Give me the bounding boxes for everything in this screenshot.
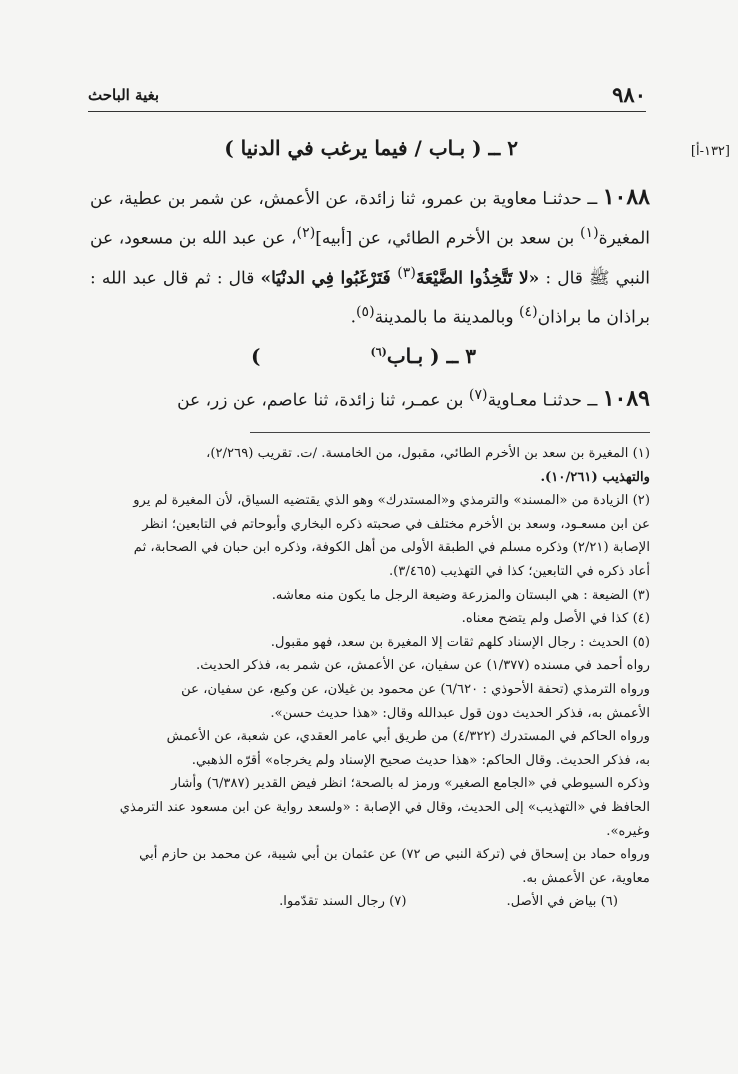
footnote-line: به، فذكر الحديث. وقال الحاكم: «هذا حديث صحيح الإسناد ولم يخرجاه» أقرّه الذهبي.	[191, 752, 650, 768]
hadith-text: بن عمـر، ثنا زائدة، ثنا عاصم، عن زر، عن	[177, 390, 469, 411]
footnote-ref: (٢)	[296, 225, 316, 241]
hadith-text: ــ حدثنـا معـاوية	[487, 390, 598, 411]
footnote-line: وغيره».	[606, 823, 650, 839]
footnote-line: (٥) الحديث : رجال الإسناد كلهم ثقات إلا المغيرة بن سعد، فهو مقبول.	[270, 634, 650, 650]
footnote-line: وذكره السيوطي في «الجامع الصغير» ورمز له بالصحة؛ انظر فيض القدير (٦/٣٨٧) وأشار	[171, 776, 650, 792]
footnote-ref: (٥)	[355, 304, 375, 321]
footnote-ref: (٦)	[370, 345, 387, 359]
footnote-ref: (٣)	[397, 264, 416, 281]
footnote-line: ورواه حماد بن إسحاق في (تركة النبي ص ٧٢) عن عثمان بن أبي شيبة، عن محمد بن حازم أبي	[139, 847, 650, 863]
footnote-ref: (٧)	[468, 387, 488, 403]
hadith-text: ، عن عبد الله بن مسعود، عن النبي ﷺ قال :	[90, 228, 650, 289]
footnote-line: الأعمش به، فذكر الحديث دون قول عبدالله وقال: «هذا حديث حسن».	[270, 705, 650, 721]
hadith-1088	[90, 180, 650, 335]
footnotes	[90, 442, 650, 914]
footnote-ref: (٤)	[519, 304, 538, 321]
footnote-line: (٤) كذا في الأصل ولم يتضح معناه.	[461, 611, 650, 627]
hadith-text: وبالمدينة ما بالمدينة	[374, 307, 519, 328]
chapter-heading-2: ٢ ــ ( بـاب / فيما يرغب في الدنيا )	[224, 136, 518, 160]
chapter-bracket: )	[251, 344, 261, 368]
hadith-number: ١٠٨٨	[602, 184, 650, 210]
footnote-line: ورواه الترمذي (تحفة الأحوذي : ٦/٦٢٠) عن محمود بن غيلان، عن وكيع، عن سفيان، عن	[181, 681, 650, 697]
header-rule	[88, 111, 646, 112]
footnote-line: ورواه الحاكم في المستدرك (٤/٣٢٢) من طريق أبي عامر العقدي، عن شعبة، عن الأعمش	[166, 729, 650, 745]
chapter-title: ٣ ــ ( بـاب	[386, 344, 476, 368]
manuscript-folio-ref: [١٣٢-أ]	[690, 144, 730, 159]
hadith-number: ١٠٨٩	[602, 385, 650, 412]
footnote-line: معاوية، عن الأعمش به.	[522, 870, 650, 886]
footnote-line: الإصابة (٢/٢١) وذكره مسلم في الطبقة الأولى من أهل الكوفة، وذكره ابن حبان في الصحابة، ثم	[133, 540, 650, 556]
chapter-heading-3	[251, 344, 476, 368]
footnote-separator	[250, 432, 650, 433]
footnote-ref: (١)	[579, 225, 599, 241]
footnote-line: (٣) الضيعة : هي البستان والمزرعة وضيعة الرجل ما يكون منه معاشه.	[271, 587, 650, 603]
prophetic-quote: «لا تَتَّخِذُوا الضَّيْعَةَ	[415, 268, 540, 289]
running-header	[88, 72, 646, 112]
footnote-pair	[90, 890, 650, 914]
footnote-line: (٧) رجال السند تقدّموا.	[279, 894, 407, 910]
prophetic-quote: فَتَرْغَبُوا فِي الدنْيَا»	[260, 268, 398, 289]
footnote-line: عن ابن مسعـود، وسعد بن الأخرم مختلف في صحبته ذكره البخاري وأبوحاتم في التابعين؛ انظر	[142, 516, 650, 532]
footnote-line: (٢) الزيادة من «المسند» والترمذي و«المستدرك» وهو الذي يقتضيه السياق، لأن المغيرة لم يرو	[133, 493, 650, 509]
hadith-text: .	[350, 307, 356, 328]
hadith-text: بن سعد بن الأخرم الطائي، عن [أبيه]	[315, 228, 580, 249]
hadith-1089	[90, 378, 650, 418]
footnote-line: رواه أحمد في مسنده (١/٣٧٧) عن سفيان، عن الأعمش، عن شمر به، فذكر الحديث.	[196, 658, 650, 674]
page-number: ٩٨٠	[612, 82, 646, 107]
footnote-line: والتهذيب (١٠/٢٦١).	[540, 469, 650, 485]
footnote-line: الحافظ في «التهذيب» إلى الحديث، وقال في الإصابة : «ولسعد رواية عن ابن مسعود عند الترمذي	[119, 799, 650, 815]
book-title: بغية الباحث	[88, 86, 160, 104]
hadith-text: ــ حدثنـا معاوية بن عمرو، ثنا زائدة، عن الأعمش، عن شمر بن عطية، عن المغيرة	[90, 189, 650, 249]
footnote-line: (٦) بياض في الأصل.	[506, 894, 618, 910]
footnote-line: أعاد ذكره في التابعين؛ كذا في التهذيب (٣/٤٦٥).	[388, 563, 650, 579]
hadith-text: قال : ثم قال عبد الله : براذان ما براذان	[90, 268, 650, 328]
footnote-line: (١) المغيرة بن سعد بن الأخرم الطائي، مقبول، من الخامسة. /ت. تقريب (٢/٢٦٩)،	[206, 446, 650, 461]
